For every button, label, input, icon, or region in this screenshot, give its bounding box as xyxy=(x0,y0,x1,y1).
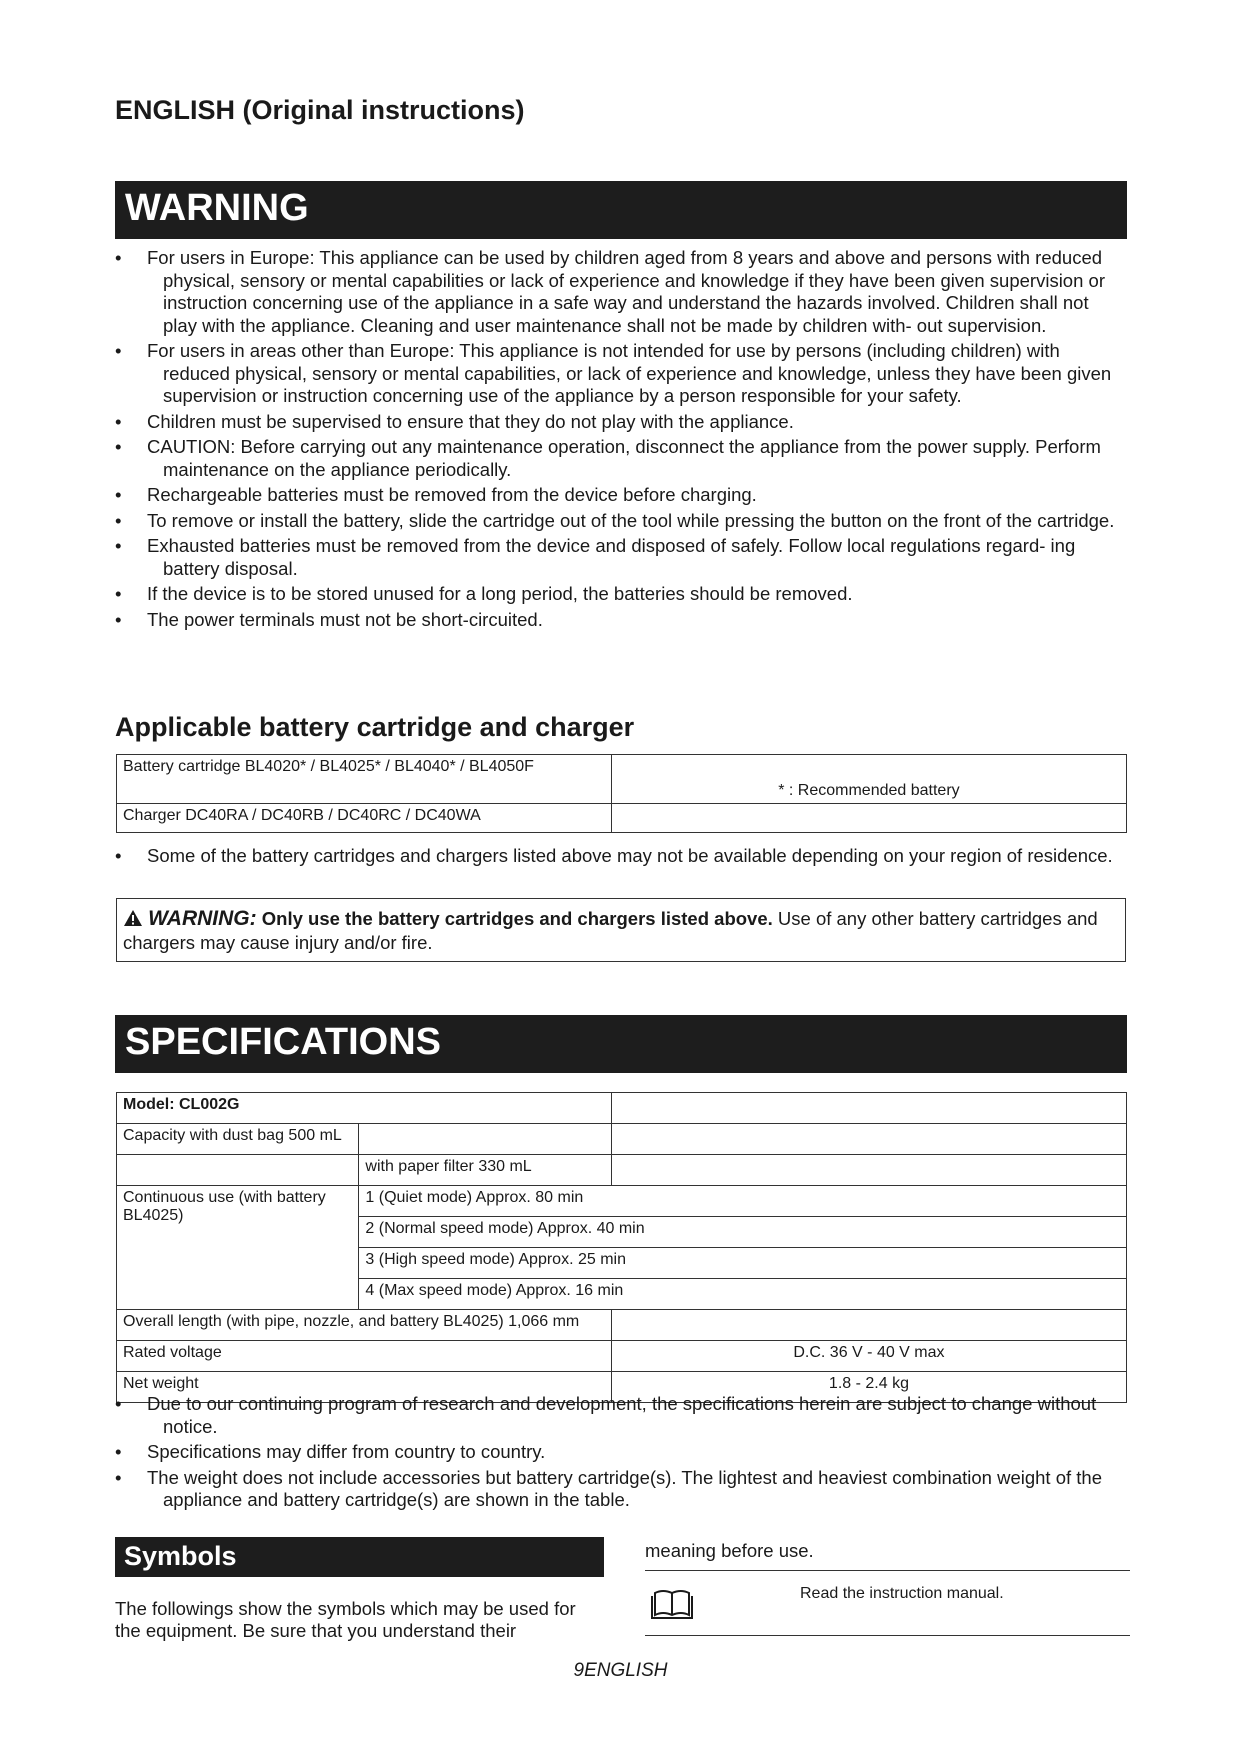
list-item: • Children must be supervised to ensure that they do not play with the appliance. xyxy=(115,410,794,432)
warning-label: WARNING: xyxy=(148,907,257,930)
list-item: • For users in Europe: This appliance can be used by children aged from 8 years and above and persons with reduced physical, sensory or mental capabilities or lack of experience and knowledge if they have been given supervision or instruction concerning use of the appliance in a safe way and understand the hazards involved. Children shall not play with the appliance. Cleaning and user maintenance shall not be made by children with- out supervision. xyxy=(115,247,1105,336)
book-icon xyxy=(651,1587,693,1624)
symbols-table xyxy=(645,1570,1130,1636)
specifications-banner: SPECIFICATIONS xyxy=(115,1015,1127,1073)
empty-cell xyxy=(611,1093,1126,1124)
battery-table xyxy=(116,754,1127,833)
list-item: • To remove or install the battery, slide the cartridge out of the tool while pressing the button on the front of the cartridge. xyxy=(115,509,1115,531)
recommended-note: * : Recommended battery xyxy=(611,755,1126,804)
battery-warning-box xyxy=(116,898,1126,962)
rated-voltage-label: Rated voltage xyxy=(117,1341,612,1372)
symbols-continued: meaning before use. xyxy=(645,1540,814,1561)
warning-triangle-icon xyxy=(123,908,148,929)
table-row xyxy=(117,804,1127,833)
table-row xyxy=(117,755,1127,804)
warning-bold-text: Only use the battery cartridges and chargers listed above. xyxy=(261,908,773,929)
manual-text: Read the instruction manual. xyxy=(800,1585,1004,1602)
empty-cell xyxy=(611,1124,1126,1155)
table-row xyxy=(117,1186,1127,1217)
list-item: • Specifications may differ from country to country. xyxy=(115,1441,546,1462)
charger-cell: Charger DC40RA / DC40RB / DC40RC / DC40WA xyxy=(117,804,612,833)
mode-cell: 1 (Quiet mode) Approx. 80 min xyxy=(359,1186,1127,1217)
list-item: • Some of the battery cartridges and chargers listed above may not be available depending on your region of residence. xyxy=(115,845,1113,866)
overall-length-cell: Overall length (with pipe, nozzle, and battery BL4025) 1,066 mm xyxy=(117,1310,612,1341)
mode-cell: 4 (Max speed mode) Approx. 16 min xyxy=(359,1279,1127,1310)
list-item: • Due to our continuing program of research and development, the specifications herein are subject to change without notice. xyxy=(115,1393,1097,1437)
warning-list xyxy=(115,247,1127,634)
empty-cell xyxy=(359,1124,612,1155)
list-item: • The weight does not include accessories but battery cartridge(s). The lightest and heaviest combination weight of the appliance and battery cartridge(s) are shown in the table. xyxy=(115,1466,1102,1510)
list-item: • CAUTION: Before carrying out any maintenance operation, disconnect the appliance from the power supply. Perform maintenance on the appliance periodically. xyxy=(115,436,1101,480)
empty-cell xyxy=(611,1310,1126,1341)
specifications-table xyxy=(116,1092,1127,1403)
model-cell: Model: CL002G xyxy=(117,1093,612,1124)
capacity-dust-cell: Capacity with dust bag 500 mL xyxy=(117,1124,359,1155)
table-row xyxy=(117,1310,1127,1341)
rated-voltage-value: D.C. 36 V - 40 V max xyxy=(611,1341,1126,1372)
mode-cell: 2 (Normal speed mode) Approx. 40 min xyxy=(359,1217,1127,1248)
battery-section-title: Applicable battery cartridge and charger xyxy=(115,712,635,742)
list-item: • If the device is to be stored unused for a long period, the batteries should be removed. xyxy=(115,583,853,604)
warning-banner: WARNING xyxy=(115,181,1127,239)
continuous-use-cell: Continuous use (with battery BL4025) xyxy=(117,1186,359,1310)
table-row xyxy=(117,1155,1127,1186)
table-row xyxy=(117,1341,1127,1372)
capacity-paper-cell: with paper filter 330 mL xyxy=(359,1155,612,1186)
net-weight-value: 1.8 - 2.4 kg xyxy=(611,1372,1126,1403)
symbols-banner: Symbols xyxy=(115,1537,604,1577)
empty-cell xyxy=(611,1155,1126,1186)
list-item: • The power terminals must not be short-circuited. xyxy=(115,608,543,630)
list-item: • For users in areas other than Europe: This appliance is not intended for use by persons (including children) with reduced physical, sensory or mental capabilities, or lack of experience and knowledge, unless they have been given supervision or instruction concerning use of the appliance by a person responsible for your safety. xyxy=(115,340,1112,406)
list-item: • Exhausted batteries must be removed from the device and disposed of safely. Follow local regulations regard- ing battery disposal. xyxy=(115,535,1076,579)
page-number: 9ENGLISH xyxy=(573,1660,668,1681)
page-title: ENGLISH (Original instructions) xyxy=(115,95,525,125)
availability-list xyxy=(115,845,1127,871)
symbols-intro: The followings show the symbols which may be used for the equipment. Be sure that you understand their xyxy=(115,1598,576,1641)
list-item: • Rechargeable batteries must be removed from the device before charging. xyxy=(115,484,757,505)
battery-cell: Battery cartridge BL4020* / BL4025* / BL4040* / BL4050F xyxy=(117,755,612,804)
mode-cell: 3 (High speed mode) Approx. 25 min xyxy=(359,1248,1127,1279)
table-row xyxy=(117,1124,1127,1155)
warning-text: Use of any other battery cartridges and chargers may cause injury and/or fire. xyxy=(123,908,1098,953)
empty-cell xyxy=(117,1155,359,1186)
specification-notes xyxy=(115,1393,1127,1515)
empty-cell xyxy=(611,804,1126,833)
table-row xyxy=(117,1093,1127,1124)
net-weight-label: Net weight xyxy=(117,1372,612,1403)
